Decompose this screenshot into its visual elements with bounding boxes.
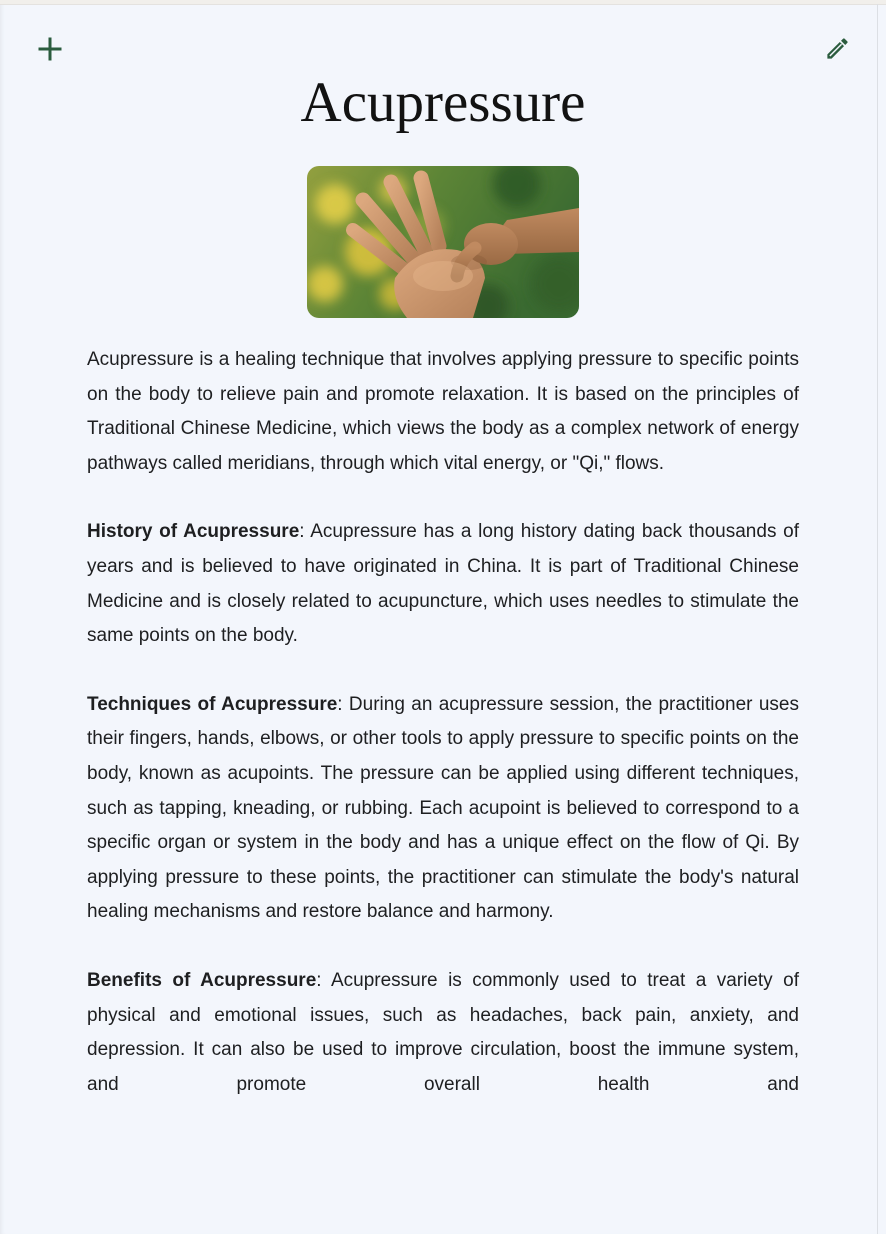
pencil-icon (824, 35, 851, 65)
paragraph-text: Acupressure is a healing technique that involves applying pressure to specific points on the body to relieve pain and promote relaxation. It is based on the principles of Traditional Chinese Medicine, which views the body as a complex network of energy pathways called meridians, through which vital energy, or "Qi," flows. (87, 349, 799, 474)
add-note-button[interactable] (34, 34, 66, 66)
paragraph-lead: Benefits of Acupressure (87, 970, 317, 992)
paragraph-text: : Acupressure has a long history dating back thousands of years and is believed to have originated in China. It is part of Traditional Chinese Medicine and is closely related to acupuncture, which uses needles to stimulate the same points on the body. (87, 521, 799, 647)
paragraph-lead: Techniques of Acupressure (87, 693, 338, 715)
edit-note-button[interactable] (821, 34, 853, 66)
paragraph-history (87, 515, 799, 653)
page-title: Acupressure (300, 71, 586, 134)
scrollbar-track[interactable] (877, 4, 878, 1234)
article-body (87, 343, 799, 1102)
plus-icon (36, 35, 64, 66)
paragraph-lead: History of Acupressure (87, 521, 300, 543)
hero-image (307, 166, 579, 318)
hands-acupressure-photo (307, 166, 579, 318)
paragraph-text: : Acupressure is commonly used to treat a variety of physical and emotional issues, such as headaches, back pain, anxiety, and depression. It can also be used to improve circulation, boost the immune system, and promote overall health and (87, 970, 799, 1095)
paragraph-techniques (87, 688, 799, 930)
paragraph-text: : During an acupressure session, the practitioner uses their fingers, hands, elbows, or other tools to apply pressure to specific points on the body, known as acupoints. The pressure can be applied using different techniques, such as tapping, kneading, or rubbing. Each acupoint is believed to correspond to a specific organ or system in the body and has a unique effect on the flow of Qi. By applying pressure to these points, the practitioner can stimulate the body's natural healing mechanisms and restore balance and harmony. (87, 693, 799, 923)
window-top-edge (0, 0, 886, 5)
paragraph-benefits (87, 964, 799, 1102)
paragraph-intro (87, 343, 799, 481)
